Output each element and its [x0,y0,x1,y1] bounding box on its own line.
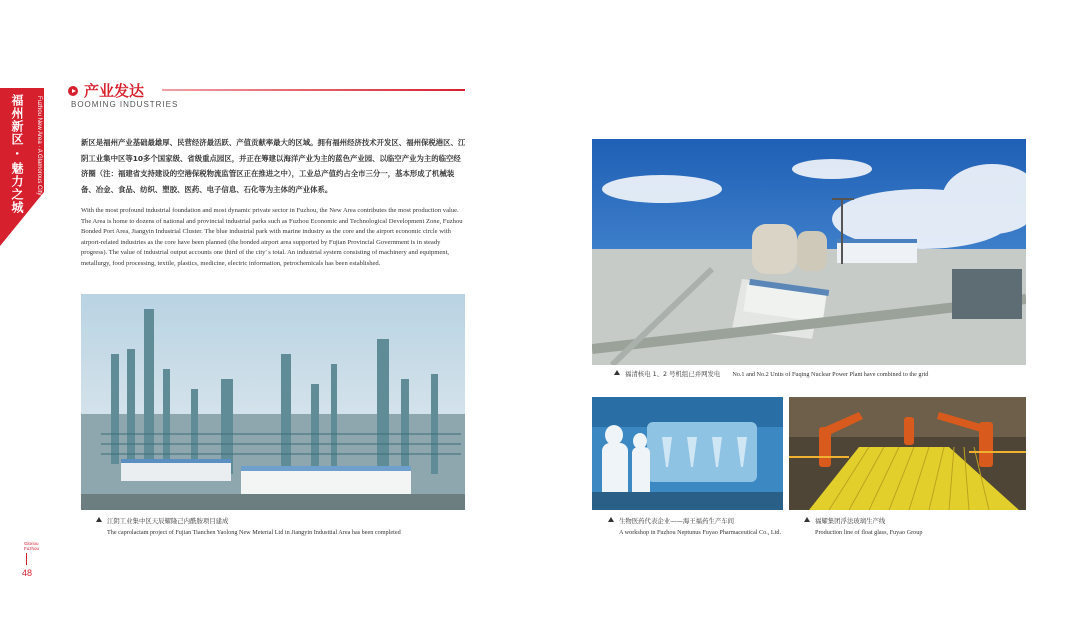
section-title: 产业发达 [84,82,145,100]
nuclear-plant-photo [592,139,1026,365]
refinery-caption [96,516,466,538]
pharma-workshop-photo [592,397,783,510]
footer-divider [26,553,27,565]
glass-line-photo [789,397,1026,510]
glass-caption-cn: 福耀集团浮法玻璃生产线 [815,517,886,525]
refinery-caption-cn: 江阴工业集中区天辰耀隆己内酰胺项目建成 [107,517,229,525]
header-rule [162,89,465,91]
body-paragraph-cn: 新区是福州产业基础最雄厚、民营经济最活跃、产值贡献率最大的区域。拥有福州经济技术开发区、福州保税港区、江阴工业集中区等10多个国家级、省级重点园区，并正在筹建以海洋产业为主的蓝色产业园、以临空产业为主的临空经济圈（注：福建省支持建设的空港保税物流监管区正在推进之中），工业总产值约占全市三分一，基本形成了机械装备、冶金、食品、纺织、塑胶、医药、电子信息、石化等为主体的产业体系。 [81,138,466,194]
section-subtitle: BOOMING INDUSTRIES [71,100,179,109]
triangle-marker-icon [96,517,102,522]
side-tab [0,88,50,248]
nuclear-caption-en: No.1 and No.2 Units of Fuqing Nuclear Power Plant have combined to the grid [732,371,929,378]
triangle-marker-icon [614,370,620,375]
footer-label [24,541,39,551]
triangle-marker-icon [608,517,614,522]
refinery-photo [81,294,465,510]
nuclear-caption [614,369,1026,380]
page-number: 48 [22,568,33,578]
body-paragraph-en: With the most profound industrial foundation and most dynamic private sector in Fuzhou, the New Area contributes the most production value. The Area is home to dozens of national and provincial industrial parks such as Fuzhou Economic and Technological Development Zone, Fuzhou Bonded Port Area, Jiangyin Industrial Cluster. The blue industrial park with marine industry as the core and the airport economic circle with airport-related industries as the core have been planned (the bonded airport area supported by Fujian Provincial Government is in steady progress). The value of industrial output accounts one third of the city' s total. An industrial system consisting of machinery and equipment, metallurgy, food processing, textile, plastics, medicine, electric information, petrochemicals has been established. [81,207,463,267]
nuclear-caption-cn: 福清核电 1、2 号机组已并网发电 [625,370,721,378]
side-tab-title-en: Fuzhou New Area · A Glamorous City [36,96,42,196]
footer-label-line2: Fuzhou [24,546,40,551]
pharma-caption-en: A workshop in Fuzhou Neptunus Fuyao Pharmaceutical Co., Ltd. [619,529,782,536]
play-circle-icon [68,86,78,96]
triangle-marker-icon [804,517,810,522]
footer-label-line1: Gloriou [24,541,39,546]
glass-caption-en: Production line of float glass, Fuyao Group [815,529,923,536]
pharma-caption [608,516,788,538]
pharma-caption-cn: 生物医药代表企业——海王福药生产车间 [619,517,735,525]
glass-caption [804,516,1026,538]
refinery-caption-en: The caprolactam project of Fujian Tianchen Yaolong New Meterial Ltd in Jiangyin Industtial Area has been completed [107,529,401,536]
side-tab-title-cn: 福州新区 · 魅力之城 [10,94,24,214]
